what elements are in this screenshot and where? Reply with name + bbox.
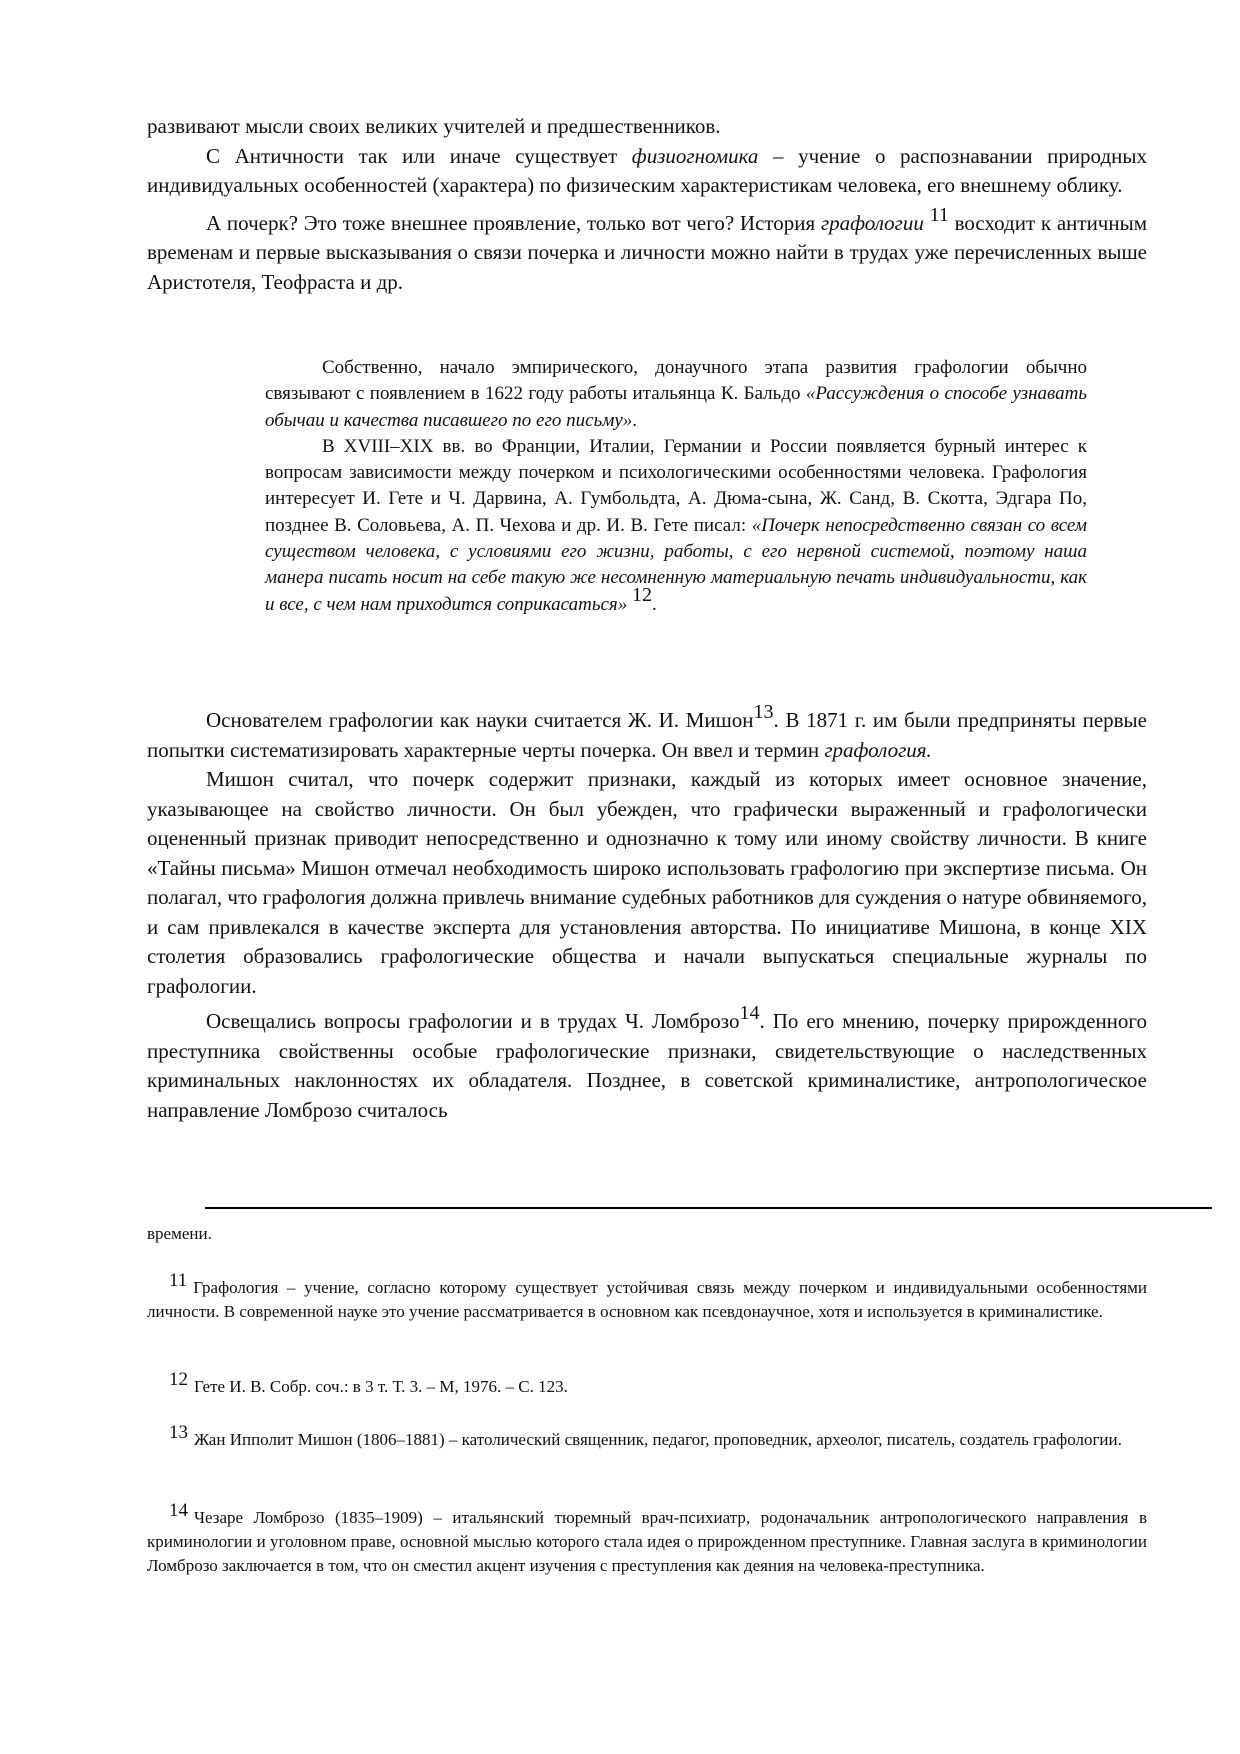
text: . (632, 409, 638, 431)
footnote-ref-11[interactable]: 11 (929, 203, 949, 226)
goethe-quote: «Почерк непосредственно связан со всем существом человека, с условиями его жизни, работы, с его нервной системой, поэтому наша манера писать носит на себе такую же несомненную материальную печать индивидуальности, как и все, с чем нам приходится соприкасаться» (265, 514, 1087, 615)
footnote-number: 11 (169, 1270, 188, 1291)
footnote-ref-13[interactable]: 13 (753, 701, 774, 723)
footnote-continuation (147, 1222, 1147, 1246)
term-physiognomy: физиогномика (631, 143, 759, 168)
block-quote (265, 355, 1087, 618)
text: Освещались вопросы графологии и в трудах Ч. Ломброзо (206, 1009, 740, 1033)
paragraph-4 (147, 701, 1147, 765)
quote-paragraph-1 (265, 355, 1087, 434)
text: . (652, 593, 657, 615)
footnote-13 (147, 1422, 1147, 1452)
footnote-separator (205, 1207, 1212, 1209)
term-graphology: графология. (824, 737, 932, 762)
text: восходит к античным временам и первые высказывания о связи почерка и личности можно найти в трудах уже перечисленных выше Аристотеля, Теофраста и др. (147, 210, 1148, 294)
footnote-ref-14[interactable]: 14 (739, 1002, 760, 1024)
text: времени. (147, 1224, 212, 1243)
text: . В 1871 г. им были предприняты первые попытки систематизировать характерные черты почерка. Он ввел и термин (147, 708, 1147, 762)
text: В XVIII–XIX вв. во Франции, Италии, Германии и России появляется бурный интерес к вопросам зависимости между почерком и психологическими особенностями человека. Графология интересует И. Гете и Ч. Дарвина, А. Гумбольдта, А. Дюма-сына, Ж. Санд, В. Скотта, Эдгара По, позднее В. Соловьева, А. П. Чехова и др. И. В. Гете писал: (265, 435, 1087, 536)
paragraph-5: Мишон считал, что почерк содержит признаки, каждый из которых имеет основное значение, указывающее на свойство личности. Он был убежден, что графически выраженный и графологически оцененный признак приводит непосредственно и однозначно к тому или иному свойству личности. В книге «Тайны письма» Мишон отмечал необходимость широко использовать графологию при экспертизе письма. Он полагал, что графология должна привлечь внимание судебных работников для суждения о натуре обвиняемого, и сам привлекался в качестве эксперта для установления авторства. По инициативе Мишона, в конце XIX столетия образовались графологические общества и начали выпускаться специальные журналы по графологии. (147, 767, 1147, 998)
paragraph-1: развивают мысли своих великих учителей и предшественников. (147, 114, 721, 138)
text: – учение о распознавании природных индивидуальных особенностей (характера) по физическим характеристикам человека, его внешнему облику. (147, 143, 1147, 197)
text: С Античности так или иначе существует (206, 143, 632, 168)
text: . По его мнению, почерку прирожденного преступника свойственны особые графологические признаки, свидетельствующие о наследственных криминальных наклонностях их обладателя. Позднее, в советской криминалистике, антропологическое направление Ломброзо считалось (147, 1009, 1148, 1122)
footnote-11 (147, 1270, 1147, 1324)
footnote-text: Жан Ипполит Мишон (1806–1881) – католический священник, педагог, проповедник, археолог, писатель, создатель графологии. (194, 1430, 1122, 1449)
footnote-text: Графология – учение, согласно которому существует устойчивая связь между почерком и индивидуальными особенностями личности. В современной науке это учение рассматривается в основном как псевдонаучное, хотя и используется в криминалистике. (147, 1278, 1147, 1321)
footnote-12 (147, 1369, 1147, 1399)
text: Собственно, начало эмпирического, донаучного этапа развития графологии обычно связывают с появлением в 1622 году работы итальянца К. Бальдо (265, 357, 1087, 405)
paragraph-6 (147, 1002, 1148, 1125)
text: Основателем графологии как науки считается Ж. И. Мишон (206, 708, 754, 732)
main-text-top (147, 112, 1147, 297)
footnote-text: Чезаре Ломброзо (1835–1909) – итальянский тюремный врач-психиатр, родоначальник антропологического направления в криминологии и уголовном праве, основной мыслью которого стала идея о прирожденном преступнике. Главная заслуга в криминологии Ломброзо заключается в том, что он сместил акцент изучения с преступления как деяния на человека-преступника. (147, 1508, 1147, 1575)
footnote-text: Гете И. В. Собр. соч.: в 3 т. Т. 3. – М, 1976. – С. 123. (194, 1377, 568, 1396)
footnote-number: 12 (169, 1369, 188, 1390)
footnote-ref-12[interactable]: 12 (632, 583, 653, 606)
paragraph-2 (147, 142, 1147, 201)
main-text-bottom (147, 701, 1148, 1125)
book-title: «Рассуждения о способе узнавать обычаи и качества писавшего по его письму» (265, 383, 1087, 431)
footnote-14 (147, 1500, 1147, 1578)
term-graphology: графологии (820, 210, 924, 235)
text: А почерк? Это тоже внешнее проявление, только вот чего? История (206, 210, 821, 235)
quote-paragraph-2 (265, 434, 1087, 618)
paragraph-3 (147, 203, 1148, 298)
footnote-number: 14 (169, 1500, 188, 1521)
footnote-number: 13 (169, 1422, 188, 1443)
